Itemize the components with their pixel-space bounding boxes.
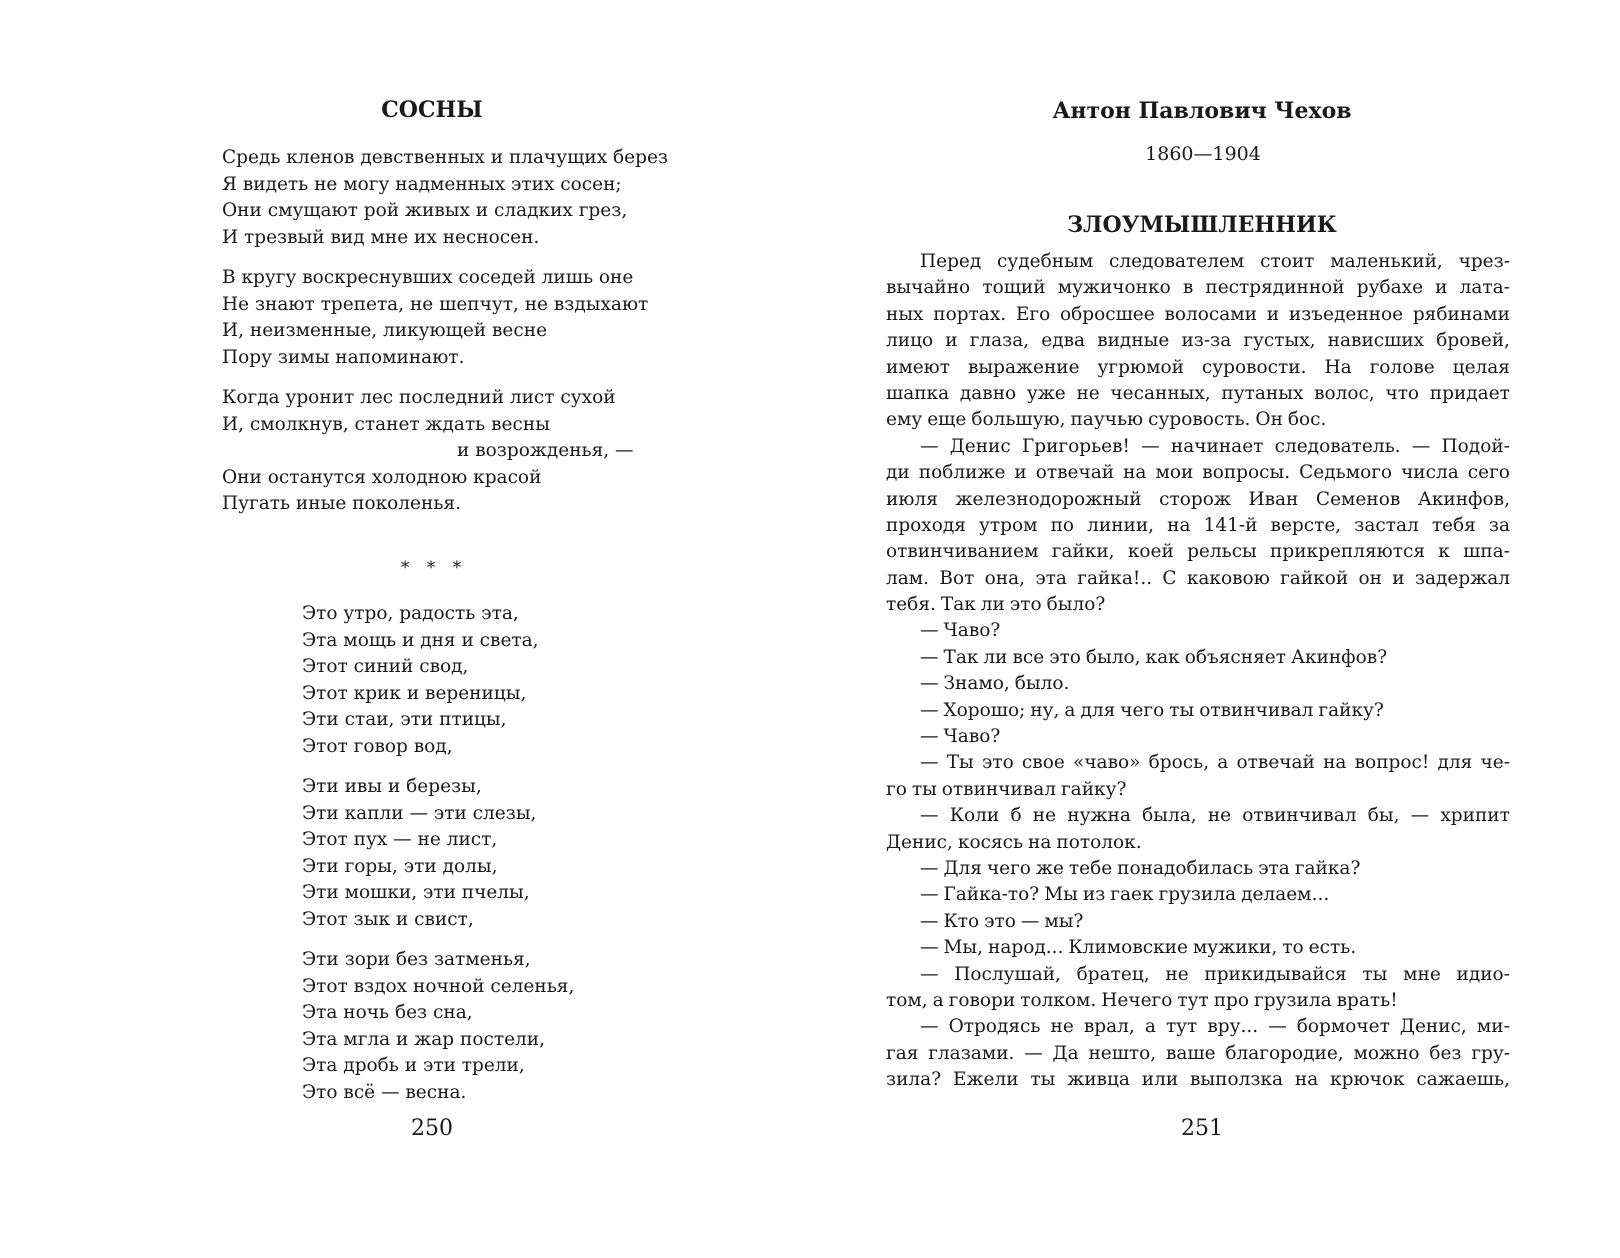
text-line: ных портах. Его обросшее волосами и изъеденное рябинами	[886, 303, 1510, 325]
text-line: — Для чего же тебе понадобилась эта гайка?	[920, 857, 1361, 879]
poem-title-sosny: СОСНЫ	[381, 97, 483, 123]
verse-line: Это утро, радость эта,	[302, 603, 519, 624]
stanza	[222, 385, 668, 518]
text-line: зила? Ежели ты живца или выползка на крючок сажаешь,	[886, 1069, 1510, 1091]
verse-line: И трезвый вид мне их несносен.	[222, 226, 540, 248]
text-line: проходя утром по линии, на 141-й версте, застал тебя за	[886, 514, 1510, 536]
verse-line: Я видеть не могу надменных этих сосен;	[222, 173, 622, 195]
verse-line: Эти мошки, эти пчелы,	[302, 882, 530, 903]
text-line: — Мы, народ... Климовские мужики, то есть.	[920, 937, 1357, 959]
verse-line: Пору зимы напоминают.	[222, 346, 465, 368]
verse-line: Это всё — весна.	[302, 1081, 467, 1103]
verse-line: Эти стаи, эти птицы,	[302, 709, 507, 730]
verse-line: Эти зори без затменья,	[302, 949, 531, 970]
verse-line: Они смущают рой живых и сладких грез,	[222, 200, 628, 221]
text-line: ему еще большую, паучью суровость. Он бос.	[886, 409, 1327, 431]
text-line: имеют выражение угрюмой суровости. На голове целая	[886, 356, 1510, 378]
text-line: гая глазами. — Да нешто, ваше благородие, можно без гру-	[886, 1042, 1510, 1064]
author-years: 1860—1904	[1145, 143, 1261, 165]
verse-line: Этот говор вод,	[302, 735, 453, 757]
page-number-left: 250	[411, 1116, 453, 1141]
poem-sosny	[222, 145, 668, 518]
text-line: — Гайка-то? Мы из гаек грузила делаем...	[920, 884, 1330, 906]
text-line: шапка давно уже не чесанных, путаных волос, что придает	[886, 382, 1510, 404]
text-line: Перед судебным следователем стоит маленький, чрез-	[920, 251, 1510, 272]
verse-line: Они останутся холодною красой	[222, 466, 542, 488]
text-line: том, а говори толком. Нечего тут про грузила врать!	[886, 989, 1398, 1011]
text-line: — Денис Григорьев! — начинает следователь. — Подой-	[920, 435, 1510, 457]
stanza	[302, 947, 574, 1106]
text-line: — Ты это свое «чаво» брось, а отвечай на вопрос! для че-	[920, 752, 1510, 774]
text-line: — Кто это — мы?	[920, 910, 1084, 932]
text-line: июля железнодорожный сторож Иван Семенов Акинфов,	[886, 488, 1510, 510]
verse-line: Эти капли — эти слезы,	[302, 802, 537, 824]
verse-line: Этот крик и вереницы,	[302, 682, 527, 704]
page-number-right: 251	[1181, 1116, 1223, 1141]
verse-line: Когда уронит лес последний лист сухой	[222, 387, 616, 408]
stanza	[222, 145, 668, 251]
verse-line: Эти горы, эти долы,	[302, 855, 498, 877]
text-line: — Отродясь не врал, а тут вру... — бормочет Денис, ми-	[920, 1016, 1510, 1038]
verse-line: Пугать иные поколенья.	[222, 493, 461, 514]
verse-line: Этот пух — не лист,	[302, 829, 498, 850]
text-line: — Знамо, было.	[920, 673, 1070, 695]
verse-line: Этот зык и свист,	[302, 908, 474, 930]
text-line: отвинчиванием гайки, коей рельсы прикрепляются к шпа-	[886, 541, 1510, 563]
verse-line: Эта дробь и эти трели,	[302, 1055, 525, 1076]
text-line: лам. Вот она, эта гайка!.. С каковою гайкой он и задержал	[886, 567, 1510, 589]
stanza	[302, 774, 574, 933]
verse-line: Этот синий свод,	[302, 656, 469, 677]
verse-line: В кругу воскреснувших соседей лишь оне	[222, 267, 634, 288]
stanza	[222, 265, 668, 371]
verse-line: Эти ивы и березы,	[302, 776, 482, 797]
verse-line: И, неизменные, ликующей весне	[222, 320, 548, 341]
verse-line: Не знают трепета, не шепчут, не вздыхают	[222, 293, 649, 315]
text-line: — Чаво?	[920, 620, 1001, 642]
verse-line: Этот вздох ночной селенья,	[302, 975, 575, 997]
story-text	[886, 249, 1510, 1094]
text-line: — Хорошо; ну, а для чего ты отвинчивал гайку?	[920, 699, 1384, 721]
text-line: — Коли б не нужна была, не отвинчивал бы, — хрипит	[920, 805, 1510, 827]
text-line: Денис, косясь на потолок.	[886, 831, 1142, 853]
verse-line: Эта ночь без сна,	[302, 1002, 473, 1023]
verse-line: Эта мощь и дня и света,	[302, 629, 539, 651]
section-separator: * * *	[400, 558, 468, 578]
verse-line: и возрожденья, —	[457, 440, 634, 461]
text-line: го ты отвинчивал гайку?	[886, 778, 1127, 800]
author-name: Антон Павлович Чехов	[1052, 98, 1352, 124]
verse-line: Эта мгла и жар постели,	[302, 1028, 546, 1050]
text-line: ди поближе и отвечай на мои вопросы. Седьмого числа сего	[886, 462, 1510, 484]
story-title: ЗЛОУМЫШЛЕННИК	[1067, 212, 1337, 238]
stanza	[302, 601, 574, 760]
text-line: — Чаво?	[920, 726, 1001, 748]
text-line: лицо и глаза, едва видные из-за густых, нависших бровей,	[886, 330, 1510, 352]
verse-line: Средь кленов девственных и плачущих берез	[222, 147, 668, 168]
text-line: вычайно тощий мужичонко в пестрядинной рубахе и лата-	[886, 277, 1510, 299]
text-line: — Послушай, братец, не прикидывайся ты мне идио-	[920, 963, 1510, 985]
text-line: тебя. Так ли это было?	[886, 594, 1106, 616]
poem-eto-utro	[302, 601, 574, 1106]
text-line: — Так ли все это было, как объясняет Акинфов?	[920, 646, 1388, 668]
verse-line: И, смолкнув, станет ждать весны	[222, 413, 550, 435]
